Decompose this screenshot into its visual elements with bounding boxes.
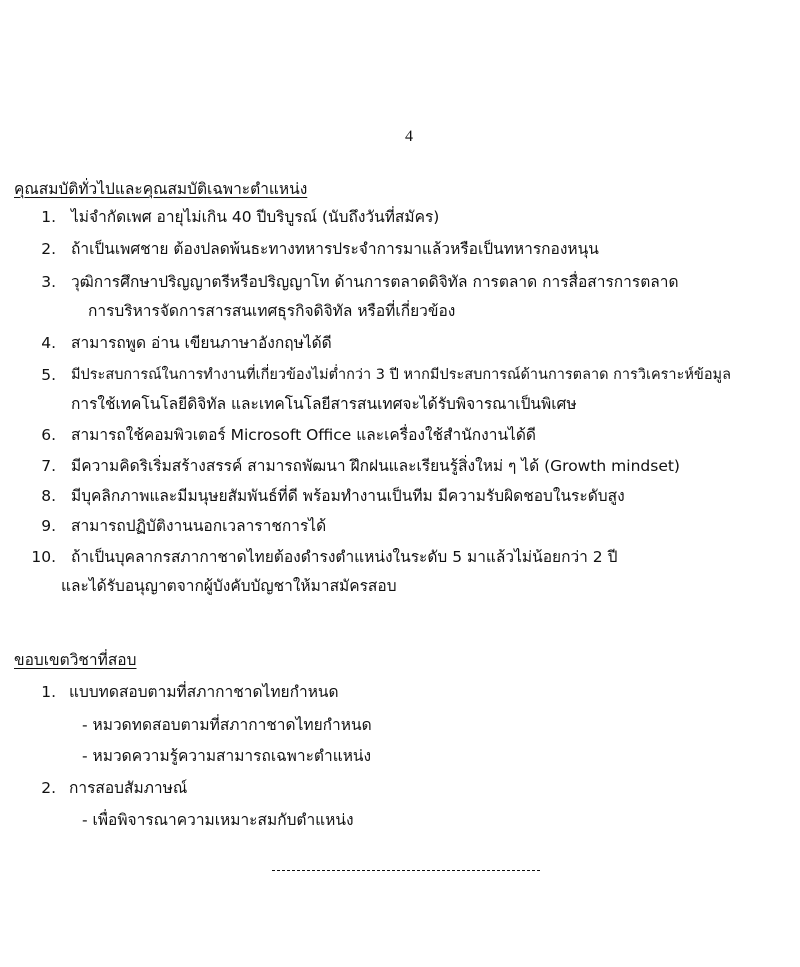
item-number: 5. — [41, 366, 56, 384]
item-text: สามารถพูด อ่าน เขียนภาษาอังกฤษได้ดี — [71, 334, 332, 352]
item-number: 2. — [41, 779, 56, 797]
exam-scope-sub-item: - หมวดทดสอบตามที่สภากาชาดไทยกำหนด — [82, 716, 372, 734]
item-number: 8. — [41, 487, 56, 505]
item-number: 4. — [41, 334, 56, 352]
item-number: 1. — [41, 208, 56, 226]
item-text: มีบุคลิกภาพและมีมนุษยสัมพันธ์ที่ดี พร้อมทำงานเป็นทีม มีความรับผิดชอบในระดับสูง — [71, 487, 625, 505]
item-number: 6. — [41, 426, 56, 444]
item-text: มีความคิดริเริ่มสร้างสรรค์ สามารถพัฒนา ฝึกฝนและเรียนรู้สิ่งใหม่ ๆ ได้ (Growth mindset) — [71, 457, 680, 475]
exam-scope-sub-item: - หมวดความรู้ความสามารถเฉพาะตำแหน่ง — [82, 747, 372, 765]
item-text: การสอบสัมภาษณ์ — [69, 779, 188, 797]
item-text: ถ้าเป็นบุคลากรสภากาชาดไทยต้องดำรงตำแหน่งในระดับ 5 มาแล้วไม่น้อยกว่า 2 ปี — [71, 548, 618, 566]
item-text: สามารถใช้คอมพิวเตอร์ Microsoft Office และเครื่องใช้สำนักงานได้ดี — [71, 426, 536, 444]
item-number: 10. — [31, 548, 56, 566]
exam-scope-sub-item: - เพื่อพิจารณาความเหมาะสมกับตำแหน่ง — [82, 811, 354, 829]
page-number: 4 — [405, 128, 413, 145]
item-number: 7. — [41, 457, 56, 475]
item-text: และได้รับอนุญาตจากผู้บังคับบัญชาให้มาสมัครสอบ — [61, 577, 397, 595]
end-divider — [272, 870, 540, 871]
item-number: 2. — [41, 240, 56, 258]
item-text: ไม่จำกัดเพศ อายุไม่เกิน 40 ปีบริบูรณ์ (นับถึงวันที่สมัคร) — [71, 208, 440, 226]
item-number: 9. — [41, 517, 56, 535]
item-text: การใช้เทคโนโลยีดิจิทัล และเทคโนโลยีสารสนเทศจะได้รับพิจารณาเป็นพิเศษ — [71, 395, 577, 413]
item-text: วุฒิการศึกษาปริญญาตรีหรือปริญญาโท ด้านการตลาดดิจิทัล การตลาด การสื่อสารการตลาด — [71, 273, 679, 291]
item-text: สามารถปฏิบัติงานนอกเวลาราชการได้ — [71, 517, 327, 535]
item-number: 1. — [41, 683, 56, 701]
item-text: มีประสบการณ์ในการทำงานที่เกี่ยวข้องไม่ต่ำกว่า 3 ปี หากมีประสบการณ์ด้านการตลาด การวิเคราะห์ข้อมูล — [71, 367, 731, 383]
item-number: 3. — [41, 273, 56, 291]
item-text: แบบทดสอบตามที่สภากาชาดไทยกำหนด — [69, 683, 339, 701]
item-text: การบริหารจัดการสารสนเทศธุรกิจดิจิทัล หรือที่เกี่ยวข้อง — [88, 302, 456, 320]
qualifications-heading: คุณสมบัติทั่วไปและคุณสมบัติเฉพาะตำแหน่ง — [14, 180, 308, 198]
exam-scope-heading: ขอบเขตวิชาที่สอบ — [14, 651, 137, 669]
item-text: ถ้าเป็นเพศชาย ต้องปลดพ้นธะทางทหารประจำการมาแล้วหรือเป็นทหารกองหนุน — [71, 240, 599, 258]
